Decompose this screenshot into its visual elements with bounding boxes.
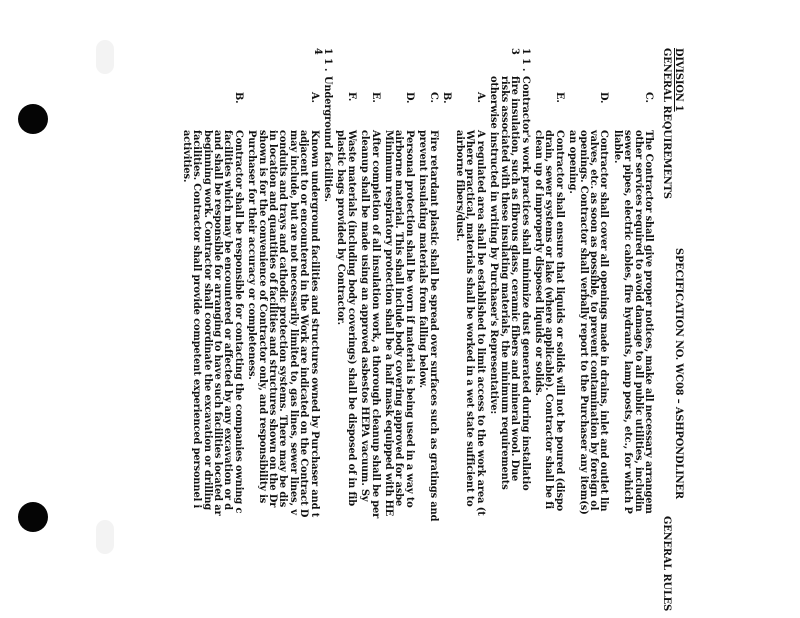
item-label: C.	[427, 92, 439, 103]
document-body	[177, 48, 653, 608]
paragraph-text: Contractor shall ensure that liquids or solids will not be poured (dispo drain, sewer systems or lake (where applicable). Contractor shall be fi clean up of improperly disposed liquids or solids.	[532, 130, 565, 512]
item-label: D.	[598, 92, 610, 104]
item-label: A.	[474, 92, 486, 103]
specification-title: SPECIFICATION NO. WC08 – ASHPONDLINER	[673, 248, 684, 499]
item-label: F.	[345, 92, 357, 102]
paragraph-text: Personal protection shall be worn if material is being used in a way to airborne material. This shall include body covering approved for asbe Minimum respiratory protection shall be a half mask equipped with HE	[383, 130, 415, 517]
paragraph-text: Waste materials (including body coverings) shall be disposed of in fib plastic bags provided by Contractor.	[335, 130, 357, 506]
paragraph-text: Underground facilities.	[322, 76, 334, 202]
list-item	[383, 48, 414, 608]
binder-hole-bottom	[18, 502, 48, 532]
rotated-page	[123, 48, 684, 612]
page-content	[177, 48, 684, 612]
section-number: 1 1 . 3	[509, 48, 531, 72]
list-item	[359, 48, 380, 608]
list-item	[454, 48, 485, 608]
list-item	[246, 48, 319, 608]
list-item	[441, 48, 451, 608]
scan-mark	[96, 520, 114, 554]
list-item	[417, 48, 438, 608]
item-label: D.	[403, 92, 415, 104]
section-number: 1 1 . 4	[311, 48, 334, 72]
paragraph-text: A regulated area shall be established to limit access to the work area (t Where practical, materials shall be worked in a wet state sufficient to airborne fibers/dust.	[454, 130, 486, 516]
item-label: B.	[440, 92, 452, 104]
paragraph-text: After completion of all insulation work, a thorough cleanup shall be per cleanup shall be made using an approved asbestos HEPA vacuum. Sy	[359, 130, 381, 519]
scan-mark	[96, 40, 114, 74]
item-label: E.	[553, 92, 565, 103]
list-item	[533, 48, 564, 608]
paragraph-text: The Contractor shall give proper notices, make all necessary arrangem other services required to avoid damage to all public utilities, includin sewer pipes, electric cables, fire hydrants, lamp posts, etc., for which P liable.	[611, 130, 654, 514]
division-heading: DIVISION 1	[673, 48, 684, 112]
list-item	[611, 48, 653, 608]
general-requirements-heading: GENERAL REQUIREMENTS	[661, 48, 672, 199]
item-label: A.	[308, 92, 320, 103]
item-label: E.	[369, 92, 381, 103]
list-item	[567, 48, 609, 608]
paragraph-text: Known underground facilities and structures owned by Purchaser and t adjacent to or encountered in the Work are indicated on the Contract D may include, but are not necessarily limited to, gas lines, sewer lines, v conduits and trays and cathodic protection systems. There may be dis in location and quantities of facilities and structures shown on the Dr shown is for the convenience of Contractor only, and responsibility is Purchaser for their accuracy or completeness.	[246, 130, 320, 518]
list-item	[335, 48, 356, 608]
paragraph-text	[441, 130, 451, 608]
item-label: B.	[232, 92, 244, 104]
binder-hole-top	[18, 104, 48, 134]
paragraph-text: Contractor shall cover all openings made in drains, inlet and outlet lin valves, etc. as soon as possible, to prevent contamination by foreign ol openings. Contractor shall verbally report to the Purchaser any item(s) an opening.	[567, 130, 610, 515]
item-label: C.	[643, 92, 654, 103]
paragraph-text: Fire retardant plastic shall be spread over surfaces such as gratings and prevent insulating materials from falling below.	[417, 130, 439, 522]
general-rules-heading: GENERAL RULES	[661, 516, 672, 612]
section-paragraph	[488, 48, 530, 608]
list-item	[180, 48, 242, 608]
section-paragraph	[311, 48, 334, 608]
page-header	[671, 48, 683, 608]
paragraph-text: Contractor shall be responsible for contacting the companies owning c facilities which may be encountered or affected by any excavation or d and shall be responsible for arranging to have such facilities located ar beginning work. Contractor shall coordinate the excavation or drilling facilities. Contractor shall provide competent experienced personnel i activities.	[180, 130, 244, 516]
paragraph-text: Contractor's work practices shall minimize dust generated during installatio fire insulation, such as fibrous glass, ceramic fibers and mineral wool. Due risks associated with these insulating materials, the minimum requirements otherwise instructed in writing by Purchaser's Representative:	[488, 76, 531, 491]
page-subheader	[653, 48, 672, 612]
